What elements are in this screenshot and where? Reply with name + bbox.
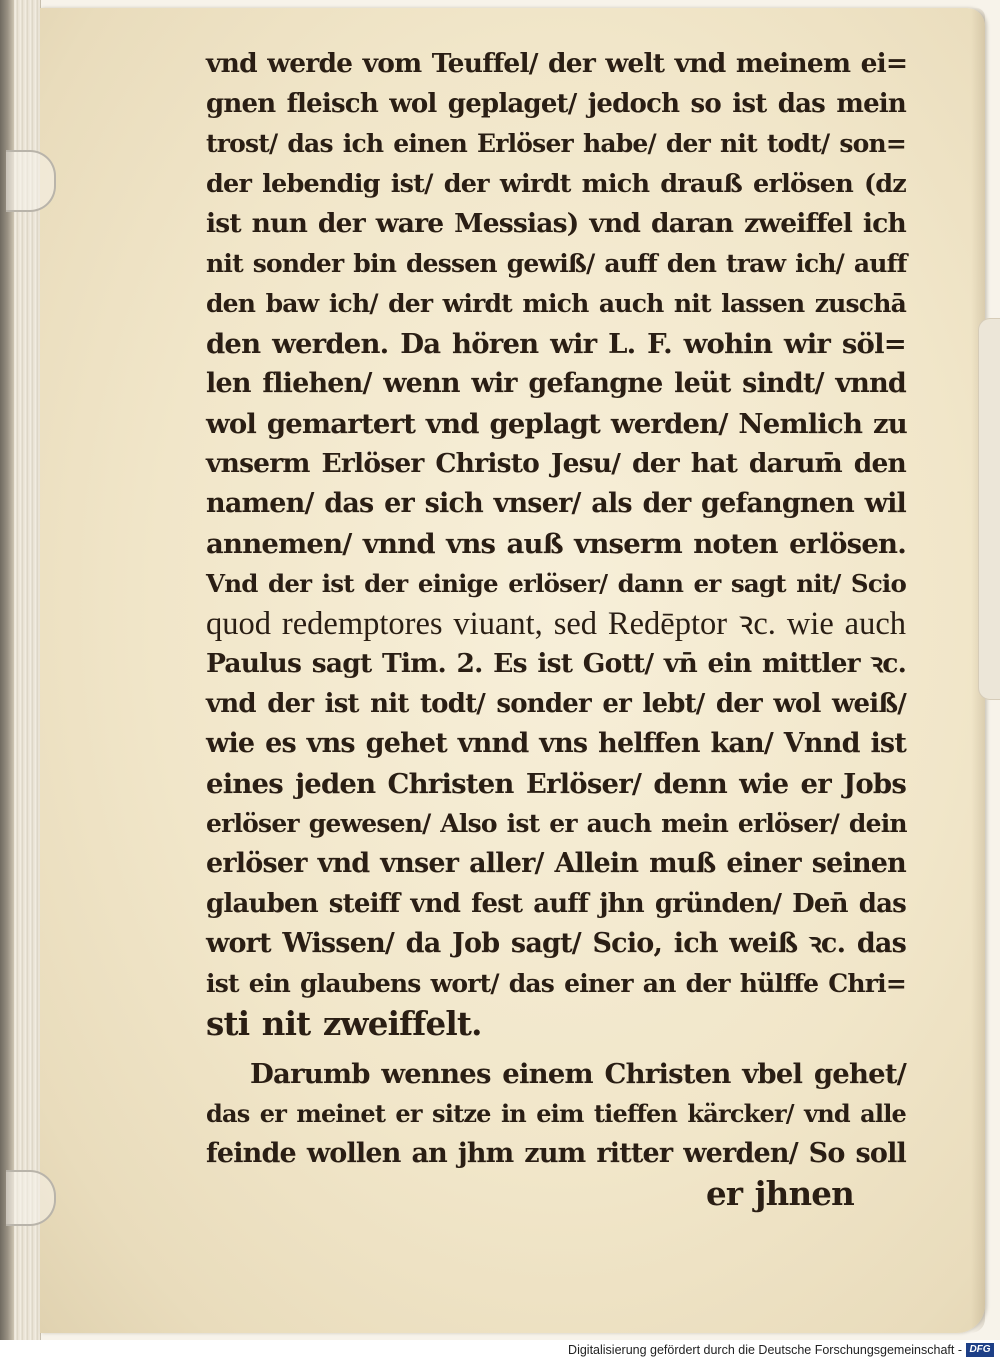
text-line-14: Vnd der ist der einige erlöser/ dann er sagt nit/ Scio xyxy=(206,569,906,598)
text-line-23: wort Wissen/ da Job sagt/ Scio, ich weiß ꝛc. das xyxy=(206,928,906,959)
text-line-25-paragraph-end: sti nit zweiffelt. xyxy=(206,1004,482,1043)
funding-credit: Digitalisierung gefördert durch die Deutsche Forschungsgemeinschaft - xyxy=(568,1343,962,1357)
text-line-3: trost/ das ich einen Erlöser habe/ der nit todt/ son= xyxy=(206,129,906,158)
text-line-27: das er meinet er sitze in eim tieffen kärcker/ vnd alle xyxy=(206,1099,906,1128)
text-line-11: vnserm Erlöser Christo Jesu/ der hat darum̄ den xyxy=(206,448,906,479)
text-line-19: eines jeden Christen Erlöser/ denn wie er Jobs xyxy=(206,768,906,800)
dfg-logo-icon: DFG xyxy=(966,1343,994,1357)
text-line-4: der lebendig ist/ der wirdt mich drauß erlösen (dz xyxy=(206,169,906,199)
catchword: er jhnen xyxy=(705,1174,854,1213)
text-line-13: annemen/ vnnd vns auß vnserm noten erlösen. xyxy=(206,528,906,560)
text-line-10: wol gemartert vnd geplagt werden/ Nemlich zu xyxy=(206,408,907,440)
text-line-16: Paulus sagt Tim. 2. Es ist Gott/ vn̄ ein mittler ꝛc. xyxy=(206,648,906,679)
text-line-6: nit sonder bin dessen gewiß/ auff den traw ich/ auff xyxy=(206,249,907,278)
text-line-12: namen/ das er sich vnser/ als der gefangnen wil xyxy=(206,488,906,519)
next-leaf-edge xyxy=(978,318,1000,700)
text-line-2: gnen fleisch wol geplaget/ jedoch so ist das mein xyxy=(206,89,906,119)
text-line-22: glauben steiff vnd fest auff jhn gründen/ Den̄ das xyxy=(206,889,906,919)
text-line-5: ist nun der ware Messias) vnd daran zweiffel ich xyxy=(206,208,906,239)
text-line-21: erlöser vnd vnser aller/ Allein muß einer seinen xyxy=(206,848,906,879)
text-line-1: vnd werde vom Teuffel/ der welt vnd meinem ei= xyxy=(206,48,908,79)
text-line-15-latin: quod redemptores viuant, sed Redēptor ꝛc. wie auch xyxy=(206,606,906,642)
text-line-7: den baw ich/ der wirdt mich auch nit lassen zuschā xyxy=(206,289,906,318)
page-clip-bottom-icon xyxy=(6,1170,56,1226)
text-line-8: den werden. Da hören wir L. F. wohin wir söl= xyxy=(206,328,906,360)
text-line-9: len fliehen/ wenn wir gefangne leüt sindt/ vnnd xyxy=(206,368,906,399)
text-line-28: feinde wollen an jhm zum ritter werden/ So soll xyxy=(206,1138,906,1169)
text-line-24: ist ein glaubens wort/ das einer an der hülffe Chri= xyxy=(206,969,906,998)
text-line-26-paragraph-start: Darumb wennes einem Christen vbel gehet/ xyxy=(250,1058,906,1090)
text-line-17: vnd der ist nit todt/ sonder er lebt/ der wol weiß/ xyxy=(206,689,906,719)
text-line-20: erlöser gewesen/ Also ist er auch mein erlöser/ dein xyxy=(206,809,907,838)
page-clip-top-icon xyxy=(6,150,56,212)
text-line-18: wie es vns gehet vnnd vns helffen kan/ Vnnd ist xyxy=(206,728,906,759)
